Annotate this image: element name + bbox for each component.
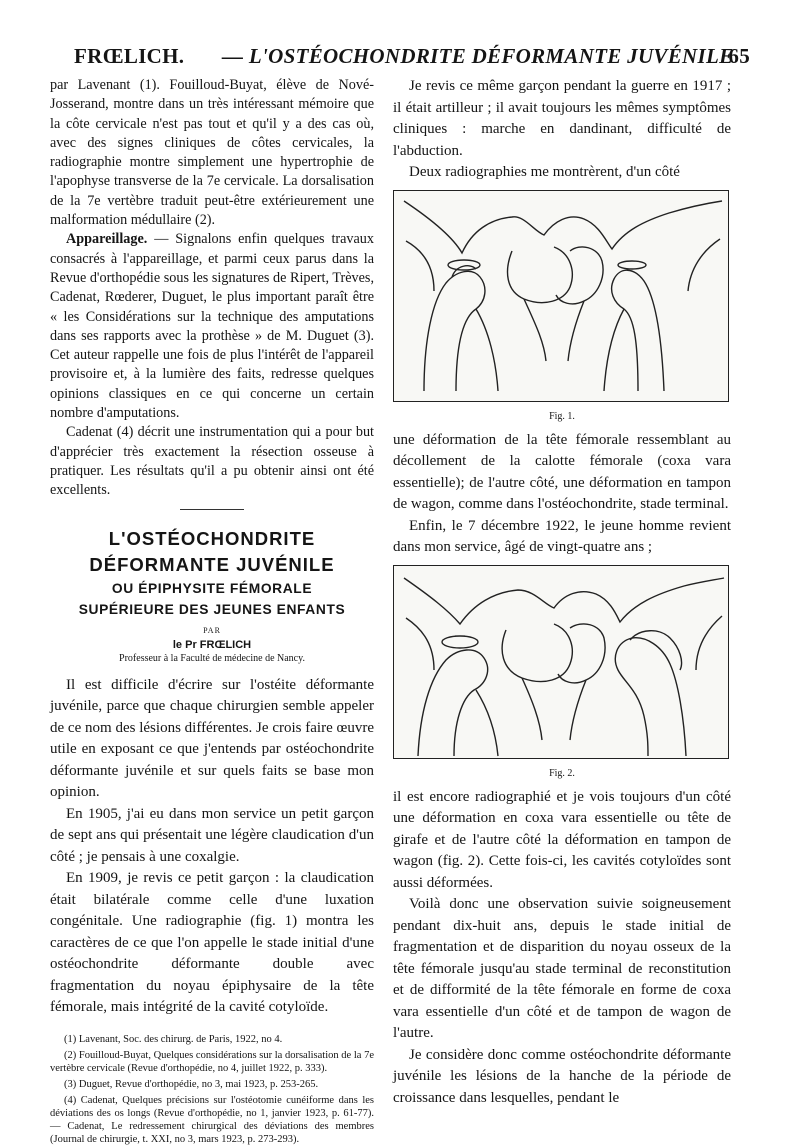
footnotes [50,1033,374,1146]
body-paragraph-1: Il est difficile d'écrire sur l'ostéite déformante juvénile, parce que chaque chirurgien semble appeler de ce nom des lésions différentes. Je crois faire œuvre utile en exposant ce que j'entends par ostéochondrite déformante juvénile et sur quels faits se base mon opinion. [50,676,374,801]
right-paragraph-2: Deux radiographies me montrèrent, d'un côté [409,164,680,180]
right-paragraph-5: il est encore radiographié et je vois toujours d'un côté une déformation en coxa vara essentielle ou tête de girafe et de l'autre côté la déformation en tampon de wagon (fig. 2). Cette fois-ci, les cavités cotyloïdes sont aussi déformées. [393,788,731,891]
footnote-1: (1) Lavenant, Soc. des chirurg. de Paris, 1922, no 4. [64,1033,283,1045]
figure-2-radiograph [393,565,729,759]
right-paragraph-7: Je considère donc comme ostéochondrite déformante juvénile les lésions de la hanche de la période de croissance dans lesquelles, pendant le [393,1046,731,1106]
left-paragraph-1: par Lavenant (1). Fouilloud-Buyat, élève de Nové-Josserand, montre dans un très intéressant mémoire que la côte cervicale n'est pas tout et qu'il y a des cas où, avec des signes cliniques de côtes cervicales, la radiographie montre simplement une hypertrophie de l'apophyse transverse de la 7e cervicale. La dorsalisation de la 7e vertèbre traduit peut-être extérieurement une malformation médullaire (2). [50,77,374,229]
left-column [50,76,374,1145]
figure-1-radiograph [393,190,729,402]
figure-1-drawing [394,191,727,400]
par-label: PAR [203,625,221,635]
running-header [60,40,750,76]
footnote-3: (3) Duguet, Revue d'orthopédie, no 3, mai 1923, p. 253-265. [64,1078,319,1090]
left-paragraph-2 [50,230,374,423]
separator-rule [180,509,244,510]
figure-2-caption: Fig. 2. [549,767,575,779]
figure-2-drawing [394,566,727,757]
article-byline: le Pr FRŒLICH [172,638,252,651]
right-paragraph-1: Je revis ce même garçon pendant la guerre en 1917 ; il était artilleur ; il avait toujours les mêmes symptômes cliniques : marche en dandinant, difficulté de l'abduction. [393,78,731,159]
figure-1-caption: Fig. 1. [549,410,575,422]
author-affiliation: Professeur à la Faculté de médecine de Nancy. [119,652,305,664]
footnote-2: (2) Fouilloud-Buyat, Quelques considérations sur la dorsalisation de la 7e vertèbre cervicale (Revue d'orthopédie, no 4, juillet 1922, p. 333). [50,1049,374,1074]
article-title-line-2: DÉFORMANTE JUVÉNILE [89,553,335,575]
article-subtitle-line-1: OU ÉPIPHYSITE FÉMORALE [111,580,313,596]
section-heading-appareillage: Appareillage. [66,231,148,248]
page-number: 65 [728,44,750,68]
right-paragraph-6: Voilà donc une observation suivie soigneusement pendant dix-huit ans, depuis le stade initial de fragmentation et de disparition du noyau osseux de la tête fémorale jusqu'au stade terminal de reconstitution et de difformité de la tête fémorale en forme de coxa vara essentielle d'un côté et de tampon de wagon de l'autre. [393,896,731,1041]
header-title-text: L'OSTÉOCHONDRITE DÉFORMANTE JUVÉNILE [248,44,734,68]
header-dash: — [222,44,244,68]
left-paragraph-3: Cadenat (4) décrit une instrumentation qui a pour but d'apprécier très exactement la résection osseuse à pratiquer. Les résultats qu'il a pu obtenir ainsi ont été excellents. [50,424,374,499]
body-paragraph-3: En 1909, je revis ce petit garçon : la claudication était bilatérale comme celle d'une luxation congénitale. Une radiographie (fig. 1) montra les caractères de ce que l'on appelle le stade initial d'une ostéochondrite déformante double avec fragmentation du noyau épiphysaire de la tête fémorale, mais intégrité de la cavité cotyloïde. [50,870,374,1016]
article-body-left [50,675,374,1019]
header-title [222,44,733,69]
right-paragraph-4: Enfin, le 7 décembre 1922, le jeune homme revient dans mon service, âgé de vingt-quatre ans ; [393,517,731,555]
footnote-4: (4) Cadenat, Quelques précisions sur l'ostéotomie cunéiforme dans les déviations des os longs (Revue d'orthopédie, no 1, janvier 1923, p. 61-77). — Cadenat, Le redressement chirurgical des déviations des membres (Journal de chirurgie, t. XXI, no 3, mars 1923, p. 273-293). [50,1094,374,1145]
appareillage-text: — Signalons enfin quelques travaux consacrés à l'appareillage, et parmi ceux parus dans la Revue d'orthopédie sous les signatures de Ripert, Trèves, Cadenat, Rœderer, Duguet, le plus important paraît être « les Considérations sur la technique des amputations dans ses rapports avec la prothèse » de M. Duguet (3). Cet auteur rappelle une fois de plus l'intérêt de l'appareil provisoire et, à la lumière des faits, redresse quelques opinions classiques en ce qui concerne un certain nombre d'amputations. [50,231,374,422]
article-title-line-1: L'OSTÉOCHONDRITE [108,527,316,549]
body-paragraph-2: En 1905, j'ai eu dans mon service un petit garçon de sept ans qui présentait une légère claudication d'un côté ; je pensais à une coxalgie. [50,805,374,865]
article-subtitle-line-2: SUPÉRIEURE DES JEUNES ENFANTS [78,601,346,617]
right-paragraph-3: une déformation de la tête fémorale ressemblant au décollement de la calotte fémorale (coxa vara essentielle); de l'autre côté, une déformation en tampon de wagon, comme dans l'ostéochondrite, stade terminal. [393,431,731,512]
header-author: FRŒLICH. [74,44,185,68]
right-column [393,76,731,1126]
